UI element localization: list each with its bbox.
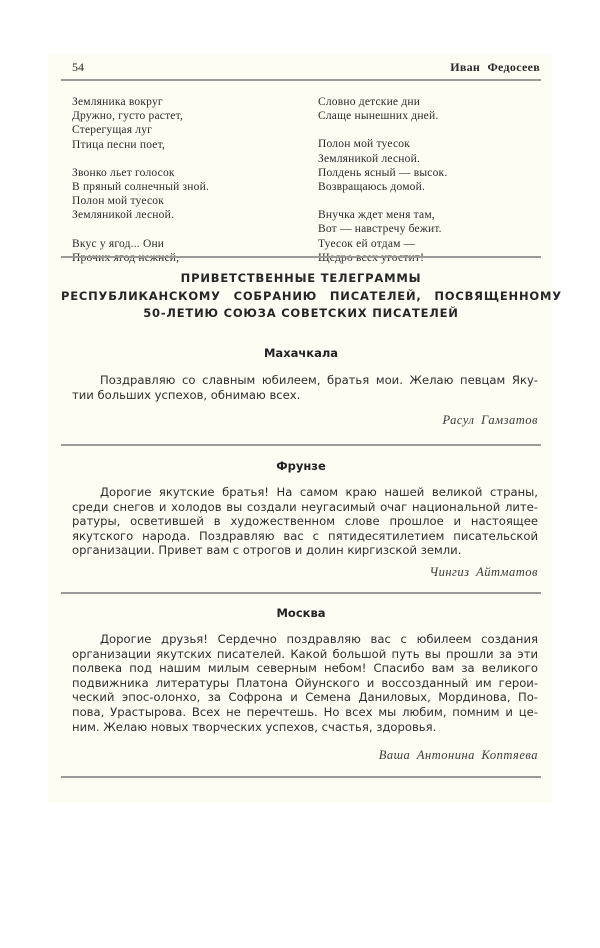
poem-stanza [72,237,209,265]
telegram-divider [61,444,541,446]
poem-line: Слаще нынешних дней. [318,110,439,123]
telegram-line: ческий эпос-олонхо, за Софрона и Семена Даниловых, Мординова, По- [72,690,538,705]
section-title-line: ПРИВЕТСТВЕННЫЕ ТЕЛЕГРАММЫ [180,271,422,285]
telegram-line: подвижника литературы Платона Ойунского и воссозданный им герои- [72,675,538,690]
poem-line: Полон мой туесок [318,138,410,151]
section-title [61,270,562,323]
poem-left-column [72,95,209,279]
telegram-divider [61,776,541,778]
page-number: 54 [72,60,84,74]
section-title-line: 50-ЛЕТИЮ СОЮЗА СОВЕТСКИХ ПИСАТЕЛЕЙ [143,306,459,320]
telegram-line: тии больших успехов, обнимаю всех. [72,387,301,402]
telegram-line: ним. Желаю новых творческих успехов, счастья, здоровья. [72,719,437,734]
telegram-signature: Ваша Антонина Коптяева [378,748,538,762]
header-rule [61,79,541,81]
poem-stanza [72,166,209,223]
poem-line: Полдень ясный — высок. [318,166,448,179]
telegram-line: ратуры, осветившей в художественном слове прошлое и настоящее [72,514,538,529]
telegram-line: пова, Урастырова. Всех не перечтешь. Но всех мы любим, помним и це- [72,704,538,719]
section-rule [61,256,541,258]
poem-line: Полон мой туесок [72,195,164,208]
telegram-body [72,632,538,734]
poem-stanza [318,137,447,194]
telegram-line: организации. Привет вам с отрогов и долин киргизской земли. [72,543,462,558]
poem-line: Птица песни поет, [72,138,166,151]
telegram-line: Дорогие якутские братья! На самом краю нашей великой страны, [100,485,538,499]
telegram-city-heading: Москва [276,606,326,620]
poem-line: Земляникой лесной. [72,209,175,222]
running-head-author: Иван Федосеев [450,60,540,74]
poem-line: Стерегущая луг [72,124,153,137]
telegram-body [72,485,538,558]
telegram-body [72,373,538,402]
poem-line: Вот — навстречу бежит. [318,223,442,236]
poem-stanza [72,95,209,152]
telegram-line: организации якутских писателей. Какой большой путь вы прошли за эти [72,646,538,661]
telegram-line: Поздравляю со славным юбилеем, братья мои. Желаю певцам Яку- [100,373,538,387]
poem-right-column [318,95,447,279]
poem-line: Земляника вокруг [72,96,163,108]
telegram-city-heading: Махачкала [263,346,339,360]
poem-line: В пряный солнечный зной. [72,181,210,194]
telegram-signature: Расул Гамзатов [442,413,538,427]
poem-line: Туесок ей отдам — [318,237,416,250]
poem-line: Дружно, густо растет, [72,110,184,123]
telegram-line: Дорогие друзья! Сердечно поздравляю вас с юбилеем создания [100,632,538,646]
telegram-line: якутского народа. Поздравляю вас с пятидесятилетием писательской [72,528,538,543]
section-title-line: РЕСПУБЛИКАНСКОМУ СОБРАНИЮ ПИСАТЕЛЕЙ, ПОСВЯЩЕННОМУ [61,288,562,303]
poem-line: Возвращаюсь домой. [318,181,426,194]
poem-stanza [318,95,447,123]
telegram-city-heading: Фрунзе [276,459,326,473]
poem-line: Звонко льет голосок [72,166,175,179]
telegram-line: среди снегов и холодов вы создали неугасимый очаг национальной лите- [72,499,538,514]
telegram-line: полвека под нашим милым северным небом! Спасибо вам за великого [72,661,538,676]
poem-line: Вкус у ягод... Они [72,237,165,250]
telegram-divider [61,592,541,594]
poem-line: Словно детские дни [318,96,421,108]
poem-line: Земляникой лесной. [318,152,421,165]
telegram-signature: Чингиз Айтматов [429,565,538,579]
poem-line: Внучка ждет меня там, [318,209,435,222]
